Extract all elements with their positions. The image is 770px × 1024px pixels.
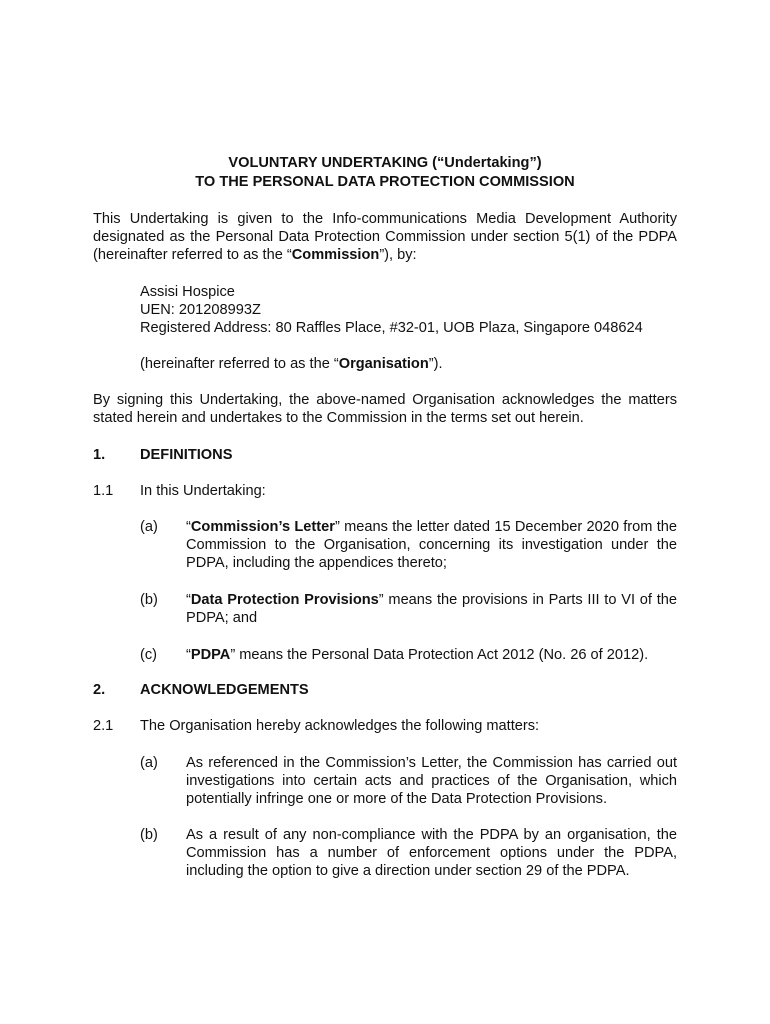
definition-b-body: ” means the provisions in Parts III to VI of the PDPA; and bbox=[186, 592, 677, 626]
organisation-address: Registered Address: 80 Raffles Place, #32-01, UOB Plaza, Singapore 048624 bbox=[140, 320, 643, 336]
section-2-heading: ACKNOWLEDGEMENTS bbox=[140, 682, 309, 698]
clause-2-1-text: The Organisation hereby acknowledges the following matters: bbox=[140, 718, 540, 734]
acknowledgement-b-label: (b) bbox=[140, 827, 158, 843]
quote-open: “ bbox=[186, 519, 191, 535]
acknowledgement-b-text: As a result of any non-compliance with the PDPA by an organisation, the Commission has a number of enforcement options under the PDPA, including the option to give a direction under section 29 of the PDPA. bbox=[186, 827, 677, 879]
defined-term-pdpa: PDPA bbox=[190, 647, 231, 663]
definition-a-label: (a) bbox=[140, 519, 158, 535]
signing-paragraph: By signing this Undertaking, the above-named Organisation acknowledges the matters stated herein and undertakes to the Commission in the terms set out herein. bbox=[93, 392, 677, 426]
defined-term-organisation: Organisation bbox=[338, 356, 429, 372]
definition-b-label: (b) bbox=[140, 592, 158, 608]
organisation-ref-text: (hereinafter referred to as the “ bbox=[140, 356, 339, 372]
acknowledgement-a-label: (a) bbox=[140, 755, 158, 771]
quote-open: “ bbox=[186, 647, 191, 663]
intro-text-end: ”), by: bbox=[379, 247, 417, 263]
document-title-line-2: TO THE PERSONAL DATA PROTECTION COMMISSION bbox=[195, 174, 575, 190]
section-1-number: 1. bbox=[93, 447, 106, 463]
clause-1-1-number: 1.1 bbox=[93, 483, 114, 499]
organisation-ref-end: ”). bbox=[428, 356, 443, 372]
intro-text: This Undertaking is given to the Info-communications Media Development Authority designated as the Personal Data Protection Commission under section 5(1) of the PDPA (hereinafter referred to as the “ bbox=[93, 211, 677, 263]
definition-c-text bbox=[186, 646, 648, 664]
definition-c-body: ” means the Personal Data Protection Act 2012 (No. 26 of 2012). bbox=[230, 647, 649, 663]
acknowledgement-a-text: As referenced in the Commission’s Letter, the Commission has carried out investigations into certain acts and practices of the Organisation, which potentially infringe one or more of the Data Protection Provisions. bbox=[186, 755, 677, 807]
organisation-reference bbox=[140, 355, 443, 373]
clause-1-1-text: In this Undertaking: bbox=[140, 483, 266, 499]
document-title-line-1: VOLUNTARY UNDERTAKING (“Undertaking”) bbox=[228, 155, 542, 171]
organisation-name: Assisi Hospice bbox=[140, 284, 235, 300]
definition-a-body: ” means the letter dated 15 December 2020 from the Commission to the Organisation, concerning its investigation under the PDPA, including the appendices thereto; bbox=[186, 519, 677, 571]
defined-term-data-protection-provisions: Data Protection Provisions bbox=[190, 592, 379, 608]
definition-b-text bbox=[186, 591, 677, 627]
intro-paragraph bbox=[93, 210, 677, 264]
organisation-uen: UEN: 201208993Z bbox=[140, 302, 261, 318]
defined-term-commission: Commission bbox=[291, 247, 380, 263]
definition-c-label: (c) bbox=[140, 647, 158, 663]
defined-term-commissions-letter: Commission’s Letter bbox=[190, 519, 335, 535]
section-1-heading: DEFINITIONS bbox=[140, 447, 233, 463]
section-2-number: 2. bbox=[93, 682, 106, 698]
quote-open: “ bbox=[186, 592, 191, 608]
clause-2-1-number: 2.1 bbox=[93, 718, 114, 734]
definition-a-text bbox=[186, 518, 677, 572]
